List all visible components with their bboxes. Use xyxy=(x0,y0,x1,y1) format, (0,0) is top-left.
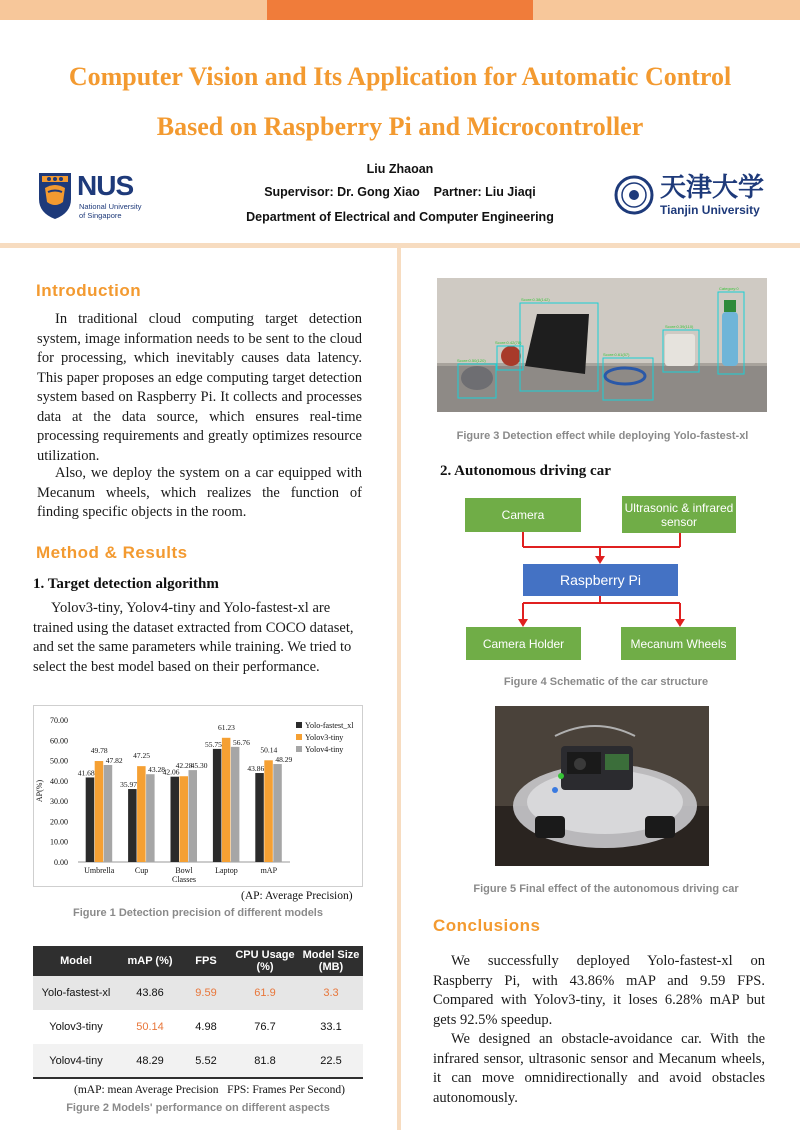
y-tick-label: 50.00 xyxy=(50,756,68,766)
table-cell: Yolo-fastest-xl xyxy=(33,976,119,1010)
y-tick-label: 10.00 xyxy=(50,837,68,847)
table-cell: 4.98 xyxy=(181,1010,231,1044)
table-header-model: Model xyxy=(33,946,119,976)
detection-label: Score:0.50(120) xyxy=(457,358,486,363)
poster-title-line2: Based on Raspberry Pi and Microcontroller xyxy=(156,112,644,141)
subsection-autonomous: 2. Autonomous driving car xyxy=(440,463,611,479)
chart-bar xyxy=(213,749,222,862)
table-cell: Yolov3-tiny xyxy=(33,1010,119,1044)
table-note: (mAP: mean Average Precision FPS: Frames Per Second) xyxy=(74,1084,345,1096)
chart-data-label: 56.76 xyxy=(232,737,250,747)
table-header-cpu: CPU Usage (%) xyxy=(231,946,299,976)
method-heading: Method & Results xyxy=(36,543,188,562)
chart-data-label: 49.78 xyxy=(90,746,108,756)
performance-table xyxy=(33,946,363,1079)
detection-photo xyxy=(437,278,767,412)
figure2-caption: Figure 2 Models' performance on different aspects xyxy=(66,1102,330,1114)
x-tick-label: Laptop xyxy=(215,866,238,875)
chart-data-label: 61.23 xyxy=(217,722,235,732)
poster-title-line1: Computer Vision and Its Application for Automatic Control xyxy=(68,62,732,91)
author-name: Liu Zhaoan xyxy=(366,162,434,176)
chart-note: (AP: Average Precision) xyxy=(241,890,353,902)
x-tick-label: mAP xyxy=(260,866,278,875)
y-axis-label: AP(%) xyxy=(35,779,44,803)
y-tick-label: 20.00 xyxy=(50,817,68,827)
schematic-camera-holder: Camera Holder xyxy=(466,627,581,660)
detection-scene xyxy=(437,278,767,412)
chart-data-label: 43.86 xyxy=(247,764,265,774)
nus-name-line2: of Singapore xyxy=(79,211,122,220)
table-cell-highlight: 9.59 xyxy=(181,976,231,1010)
y-tick-label: 30.00 xyxy=(50,797,68,807)
x-tick-label: Bowl xyxy=(175,866,193,875)
table-cell: 81.8 xyxy=(231,1044,299,1078)
figure4-caption: Figure 4 Schematic of the car structure xyxy=(503,676,709,688)
x-tick-label: Classes xyxy=(172,875,196,884)
detection-label: Score:0.61(57) xyxy=(603,352,630,357)
detection-label: Score:0.38(142) xyxy=(521,297,550,302)
table-cell-highlight: 50.14 xyxy=(119,1010,181,1044)
chart-bar xyxy=(189,770,198,862)
introduction-heading: Introduction xyxy=(36,281,142,300)
table-row xyxy=(33,1010,363,1044)
x-tick-label: Umbrella xyxy=(84,866,115,875)
legend-label: Yolo-fastest_xl xyxy=(305,721,354,730)
supervisor-partner: Supervisor: Dr. Gong Xiao Partner: Liu Jiaqi xyxy=(264,185,536,199)
figure3-caption: Figure 3 Detection effect while deploying Yolo-fastest-xl xyxy=(456,430,749,442)
tianjin-chinese-name: 天津大学 xyxy=(660,173,765,203)
legend-label: Yolov4-tiny xyxy=(305,745,344,754)
chart-bar xyxy=(231,747,240,862)
nus-name-line1: National University xyxy=(79,202,142,211)
chart-data-label: 42.28 xyxy=(175,761,193,771)
column-separator xyxy=(397,248,401,1130)
tianjin-seal-icon xyxy=(614,175,654,215)
detection-label: Score:0.42(78) xyxy=(495,340,522,345)
table-header-row xyxy=(33,946,363,976)
detection-label: Category:0 xyxy=(719,286,739,291)
subsection-detection: 1. Target detection algorithm xyxy=(33,576,219,592)
table-cell-highlight: 3.3 xyxy=(299,976,363,1010)
chart-data-label: 41.68 xyxy=(77,768,95,778)
table-cell: 33.1 xyxy=(299,1010,363,1044)
y-tick-label: 40.00 xyxy=(50,776,68,786)
conclusions-heading: Conclusions xyxy=(433,916,541,935)
chart-bar xyxy=(273,764,282,862)
chart-data-label: 43.28 xyxy=(148,765,166,775)
chart-svg xyxy=(34,706,364,888)
chart-data-label: 48.29 xyxy=(275,755,293,765)
legend-swatch xyxy=(296,734,302,740)
top-bar-right xyxy=(533,0,800,20)
figure5-caption: Figure 5 Final effect of the autonomous driving car xyxy=(473,883,739,895)
chart-data-label: 55.75 xyxy=(204,739,222,749)
legend-label: Yolov3-tiny xyxy=(305,733,344,742)
table-cell-highlight: 61.9 xyxy=(231,976,299,1010)
conclusions-paragraph-2: We designed an obstacle-avoidance car. With the infrared sensor, ultrasonic sensor and Mecanum wheels, it can move omnidirectionally and avoid obstacles autonomously. xyxy=(433,1031,765,1106)
table-header-map: mAP (%) xyxy=(119,946,181,976)
chart-data-label: 45.30 xyxy=(190,761,208,771)
chart-data-label: 47.25 xyxy=(133,751,151,761)
chart-bar xyxy=(128,789,137,862)
chart-bar xyxy=(146,774,155,862)
y-tick-label: 60.00 xyxy=(50,736,68,746)
chart-bar xyxy=(137,766,146,862)
schematic-mecanum-wheels: Mecanum Wheels xyxy=(621,627,736,660)
schematic-raspberry-pi: Raspberry Pi xyxy=(523,564,678,596)
department: Department of Electrical and Computer Engineering xyxy=(246,210,554,224)
car-scene xyxy=(495,706,709,866)
table-header-size: Model Size (MB) xyxy=(299,946,363,976)
introduction-paragraph-1: In traditional cloud computing target detection system, image information needs to be sent to the cloud for processing, which inevitably causes data latency. This paper proposes an edge computing target detection system based on Raspberry Pi. It collects and processes data at the data source, which ensures real-time processing requirements and greatly optimizes resource utilization. xyxy=(37,311,362,464)
chart-bar xyxy=(104,765,113,862)
top-bar-middle xyxy=(267,0,533,20)
figure1-caption: Figure 1 Detection precision of different models xyxy=(73,907,323,919)
detection-label: Score:0.39(110) xyxy=(665,324,694,329)
table-row xyxy=(33,976,363,1010)
nus-mark: NUS xyxy=(77,170,134,201)
top-color-bar xyxy=(0,0,800,20)
chart-bar xyxy=(264,760,273,862)
method-paragraph: Yolov3-tiny, Yolov4-tiny and Yolo-fastest-xl are trained using the dataset extracted from COCO dataset, and set the same parameters while training. We tried to select the best model based on their performance. xyxy=(33,600,354,675)
chart-data-label: 42.06 xyxy=(162,767,180,777)
ap-bar-chart xyxy=(33,705,363,887)
introduction-paragraph-2: Also, we deploy the system on a car equipped with Mecanum wheels, which realizes the function of finding specific objects in the room. xyxy=(37,465,362,520)
conclusions-paragraph-1: We successfully deployed Yolo-fastest-xl on Raspberry Pi, with 43.86% mAP and 9.59 FPS. Compared with Yolov3-tiny, it loses 6.28% mAP but gets 92.5% speedup. xyxy=(433,953,765,1028)
chart-bar xyxy=(86,777,95,862)
schematic-sensor: Ultrasonic & infrared sensor xyxy=(622,496,736,533)
chart-bar xyxy=(222,738,231,862)
x-tick-label: Cup xyxy=(134,866,149,875)
legend-swatch xyxy=(296,746,302,752)
table-cell: Yolov4-tiny xyxy=(33,1044,119,1078)
y-tick-label: 0.00 xyxy=(54,858,68,867)
table-cell: 22.5 xyxy=(299,1044,363,1078)
chart-data-label: 35.97 xyxy=(120,780,138,790)
top-bar-left xyxy=(0,0,267,20)
y-tick-label: 70.00 xyxy=(50,716,68,725)
chart-bar xyxy=(255,773,263,862)
table-cell: 5.52 xyxy=(181,1044,231,1078)
nus-logo xyxy=(37,170,152,222)
chart-bar xyxy=(180,776,189,862)
chart-data-label: 50.14 xyxy=(260,745,278,755)
legend-swatch xyxy=(296,722,302,728)
schematic-camera: Camera xyxy=(465,498,581,532)
table-row xyxy=(33,1044,363,1078)
table-cell: 76.7 xyxy=(231,1010,299,1044)
tianjin-english-name: Tianjin University xyxy=(660,203,760,217)
tianjin-logo xyxy=(612,167,772,223)
car-photo xyxy=(495,706,709,866)
chart-data-label: 47.82 xyxy=(105,755,123,765)
chart-bar xyxy=(171,777,180,862)
table-header-fps: FPS xyxy=(181,946,231,976)
table-cell: 43.86 xyxy=(119,976,181,1010)
table-cell: 48.29 xyxy=(119,1044,181,1078)
chart-bar xyxy=(95,761,104,862)
